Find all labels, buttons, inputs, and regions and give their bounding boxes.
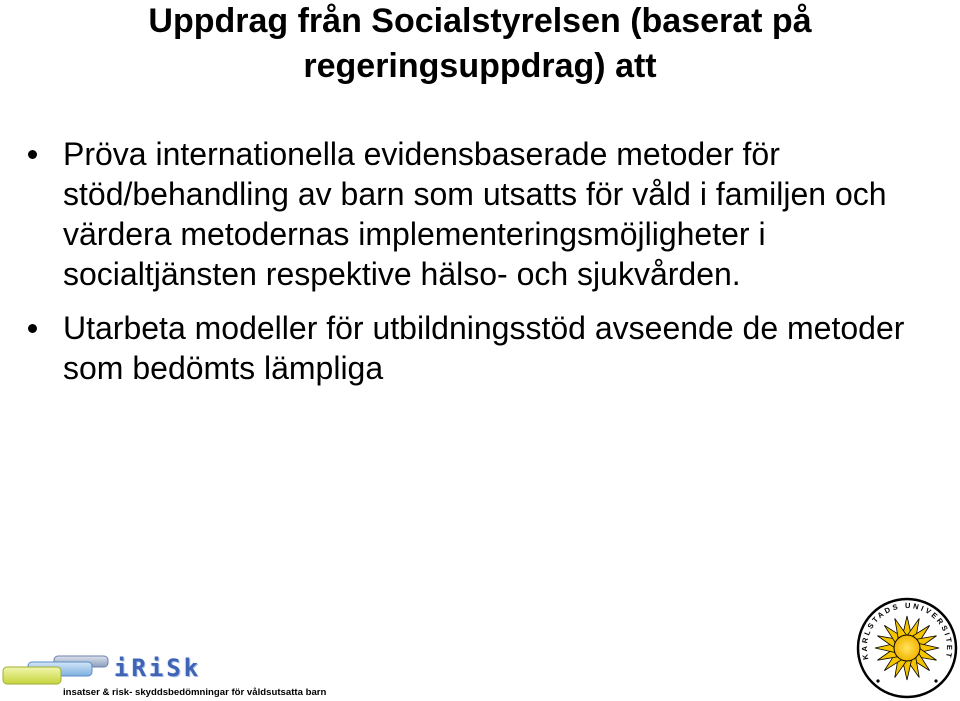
logo-bar-green [3, 667, 61, 684]
bullet-line: som bedömts lämpliga [63, 350, 384, 386]
seal-dot-left [876, 679, 879, 682]
bullet-line: socialtjänsten respektive hälso- och sjukvården. [63, 256, 741, 292]
bullet-list [63, 134, 943, 388]
irisk-logo-mark-icon [0, 651, 112, 689]
slide-title: Uppdrag från Socialstyrelsen (baserat på regeringsuppdrag) att [148, 2, 812, 85]
irisk-logo-text: iRiSk [114, 654, 202, 682]
bullet-icon [28, 150, 37, 159]
sun-icon [875, 616, 939, 680]
bullet-item [63, 134, 943, 294]
bullet-line: stöd/behandling av barn som utsatts för våld i familjen och [63, 176, 887, 212]
logo-tagline: insatser & risk- skyddsbedömningar för våldsutsatta barn [63, 687, 327, 698]
bullet-line: Utarbeta modeller för utbildningsstöd avseende de metoder [63, 310, 905, 346]
seal-text: KARLSTADS UNIVERSITET [859, 600, 955, 661]
seal-dot-right [934, 679, 937, 682]
karlstads-universitet-seal-icon [855, 596, 959, 700]
bullet-line: värdera metodernas implementeringsmöjligheter i [63, 216, 766, 252]
bullet-line: Pröva internationella evidensbaserade metoder för [63, 136, 780, 172]
bullet-icon [28, 324, 37, 333]
bullet-item [63, 308, 943, 388]
